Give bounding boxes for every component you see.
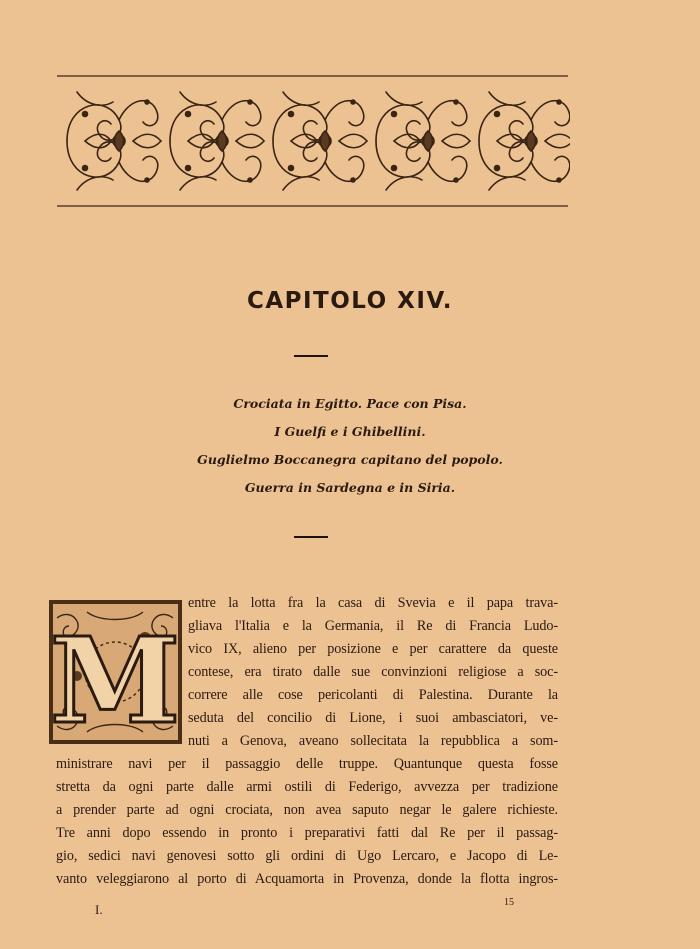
bottom-divider (294, 536, 328, 538)
body-line-9: stretta da ogni parte dalle armi ostili di Federigo, avvezza per tradizione (56, 779, 558, 795)
body-line-7: nuti a Genova, aveano sollecitata la repubblica a som- (188, 733, 558, 749)
header-ornament (55, 72, 570, 210)
printer-signature: I. (95, 902, 103, 917)
top-divider (294, 355, 328, 357)
body-line-8: ministrare navi per il passaggio delle truppe. Quantunque questa fosse (56, 756, 558, 772)
body-line-11: Tre anni dopo essendo in pronto i preparativi fatti dal Re per il passag- (56, 825, 558, 841)
signature-mark: 15 (504, 897, 514, 908)
body-line-10: a prender parte ad ogni crociata, non avea saputo negar le galere richieste. (56, 802, 558, 818)
decorated-initial (47, 598, 184, 746)
body-line-6: seduta del concilio di Lione, i suoi ambasciatori, ve- (188, 710, 558, 726)
summary-line-3: Guglielmo Boccanegra capitano del popolo. (197, 452, 503, 467)
body-line-12: gio, sedici navi genovesi sotto gli ordini di Ugo Lercaro, e Jacopo di Le- (56, 848, 558, 864)
body-line-2: gliava l'Italia e la Germania, il Re di Francia Ludo- (188, 618, 558, 634)
body-line-5: correre alle cose pericolanti di Palestina. Durante la (188, 687, 558, 703)
body-line-3: vico IX, alieno per posizione e per carattere da queste (188, 641, 558, 657)
summary-line-1: Crociata in Egitto. Pace con Pisa. (233, 396, 467, 411)
chapter-summary (100, 390, 600, 502)
body-line-4: contese, era tirato dalle sue convinzioni religiose a soc- (188, 664, 558, 680)
chapter-title: CAPITOLO XIV. (246, 288, 454, 314)
body-line-13: vanto veleggiarono al porto di Acquamorta in Provenza, donde la flotta ingros- (56, 871, 558, 887)
body-line-1: entre la lotta fra la casa di Svevia e il papa trava- (188, 595, 558, 611)
summary-line-4: Guerra in Sardegna e in Siria. (244, 480, 456, 495)
summary-line-2: I Guelfi e i Ghibellini. (274, 424, 426, 439)
initial-letter: M (49, 611, 181, 746)
